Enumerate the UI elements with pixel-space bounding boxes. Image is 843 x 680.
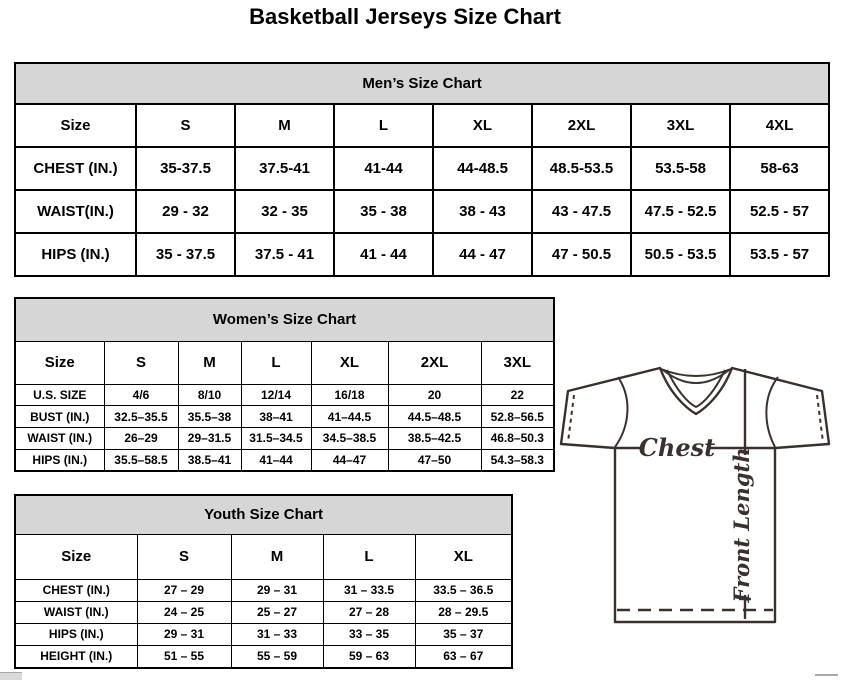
size-value-cell: 46.8–50.3: [481, 427, 554, 449]
column-header: 4XL: [730, 104, 829, 147]
size-value-cell: 31 – 33: [231, 623, 323, 645]
table-row: [15, 427, 554, 449]
chest-label: Chest: [638, 433, 716, 462]
size-value-cell: 29–31.5: [178, 427, 241, 449]
column-header: 3XL: [481, 341, 554, 384]
size-value-cell: 8/10: [178, 384, 241, 406]
size-value-cell: 32 - 35: [235, 190, 334, 233]
size-value-cell: 26–29: [104, 427, 178, 449]
column-header: XL: [415, 534, 512, 579]
column-header-row: [15, 104, 829, 147]
size-value-cell: 41–44: [241, 449, 311, 471]
table-title-row: [15, 63, 829, 104]
size-value-cell: 41 - 44: [334, 233, 433, 276]
size-value-cell: 55 – 59: [231, 646, 323, 668]
table-row: [15, 601, 512, 623]
size-value-cell: 58-63: [730, 147, 829, 190]
size-value-cell: 28 – 29.5: [415, 601, 512, 623]
size-value-cell: 31.5–34.5: [241, 427, 311, 449]
table-row: [15, 646, 512, 668]
column-header: 2XL: [388, 341, 481, 384]
size-value-cell: 38–41: [241, 406, 311, 428]
jersey-measurement-diagram: [556, 358, 843, 638]
column-header: Size: [15, 104, 136, 147]
size-value-cell: 47.5 - 52.5: [631, 190, 730, 233]
column-header: XL: [433, 104, 532, 147]
size-value-cell: 50.5 - 53.5: [631, 233, 730, 276]
size-value-cell: 38 - 43: [433, 190, 532, 233]
table-row: [15, 623, 512, 645]
column-header: M: [231, 534, 323, 579]
row-label: WAIST(IN.): [15, 190, 136, 233]
size-value-cell: 35.5–58.5: [104, 449, 178, 471]
row-label: HIPS (IN.): [15, 233, 136, 276]
size-value-cell: 38.5–41: [178, 449, 241, 471]
size-value-cell: 53.5-58: [631, 147, 730, 190]
size-value-cell: 34.5–38.5: [311, 427, 388, 449]
column-header: L: [323, 534, 415, 579]
table-title: Youth Size Chart: [15, 495, 512, 534]
row-label: HIPS (IN.): [15, 623, 137, 645]
size-value-cell: 27 – 28: [323, 601, 415, 623]
size-value-cell: 47 - 50.5: [532, 233, 631, 276]
size-value-cell: 51 – 55: [137, 646, 231, 668]
size-value-cell: 33.5 – 36.5: [415, 579, 512, 601]
page-title: Basketball Jerseys Size Chart: [249, 4, 561, 29]
size-value-cell: 35 - 37.5: [136, 233, 235, 276]
column-header: Size: [15, 341, 104, 384]
size-value-cell: 53.5 - 57: [730, 233, 829, 276]
row-label: BUST (IN.): [15, 406, 104, 428]
size-value-cell: 25 – 27: [231, 601, 323, 623]
column-header: S: [137, 534, 231, 579]
size-value-cell: 44-48.5: [433, 147, 532, 190]
row-label: HIPS (IN.): [15, 449, 104, 471]
table-row: [15, 384, 554, 406]
size-value-cell: 41-44: [334, 147, 433, 190]
table-row: [15, 579, 512, 601]
size-value-cell: 4/6: [104, 384, 178, 406]
size-value-cell: 48.5-53.5: [532, 147, 631, 190]
size-value-cell: 29 – 31: [137, 623, 231, 645]
table-row: [15, 190, 829, 233]
table-row: [15, 233, 829, 276]
size-value-cell: 24 – 25: [137, 601, 231, 623]
size-value-cell: 16/18: [311, 384, 388, 406]
size-value-cell: 35 – 37: [415, 623, 512, 645]
size-value-cell: 33 – 35: [323, 623, 415, 645]
size-value-cell: 44.5–48.5: [388, 406, 481, 428]
table-title: Women’s Size Chart: [15, 298, 554, 341]
column-header: 3XL: [631, 104, 730, 147]
column-header: M: [235, 104, 334, 147]
size-value-cell: 44 - 47: [433, 233, 532, 276]
mens-size-chart-table: [14, 62, 830, 277]
size-value-cell: 41–44.5: [311, 406, 388, 428]
table-row: [15, 449, 554, 471]
size-value-cell: 43 - 47.5: [532, 190, 631, 233]
column-header: M: [178, 341, 241, 384]
row-label: CHEST (IN.): [15, 579, 137, 601]
size-value-cell: 31 – 33.5: [323, 579, 415, 601]
size-value-cell: 52.5 - 57: [730, 190, 829, 233]
row-label: U.S. SIZE: [15, 384, 104, 406]
row-label: WAIST (IN.): [15, 601, 137, 623]
column-header: L: [241, 341, 311, 384]
column-header: Size: [15, 534, 137, 579]
size-value-cell: 22: [481, 384, 554, 406]
size-value-cell: 29 – 31: [231, 579, 323, 601]
column-header: 2XL: [532, 104, 631, 147]
size-value-cell: 59 – 63: [323, 646, 415, 668]
table-title-row: [15, 495, 512, 534]
size-value-cell: 12/14: [241, 384, 311, 406]
size-value-cell: 32.5–35.5: [104, 406, 178, 428]
size-value-cell: 35 - 38: [334, 190, 433, 233]
size-value-cell: 37.5 - 41: [235, 233, 334, 276]
row-label: HEIGHT (IN.): [15, 646, 137, 668]
column-header-row: [15, 534, 512, 579]
size-value-cell: 27 – 29: [137, 579, 231, 601]
size-value-cell: 29 - 32: [136, 190, 235, 233]
column-header: S: [136, 104, 235, 147]
womens-size-chart-table: [14, 297, 555, 472]
size-value-cell: 35-37.5: [136, 147, 235, 190]
row-label: WAIST (IN.): [15, 427, 104, 449]
size-value-cell: 63 – 67: [415, 646, 512, 668]
size-value-cell: 35.5–38: [178, 406, 241, 428]
table-row: [15, 147, 829, 190]
row-label: CHEST (IN.): [15, 147, 136, 190]
size-value-cell: 47–50: [388, 449, 481, 471]
table-title: Men’s Size Chart: [15, 63, 829, 104]
size-value-cell: 37.5-41: [235, 147, 334, 190]
table-title-row: [15, 298, 554, 341]
column-header-row: [15, 341, 554, 384]
size-value-cell: 38.5–42.5: [388, 427, 481, 449]
size-value-cell: 20: [388, 384, 481, 406]
scrollbar-fragment-right[interactable]: [815, 674, 838, 676]
table-row: [15, 406, 554, 428]
column-header: S: [104, 341, 178, 384]
column-header: XL: [311, 341, 388, 384]
size-value-cell: 44–47: [311, 449, 388, 471]
size-value-cell: 54.3–58.3: [481, 449, 554, 471]
size-value-cell: 52.8–56.5: [481, 406, 554, 428]
youth-size-chart-table: [14, 494, 513, 669]
column-header: L: [334, 104, 433, 147]
front-length-label: Front Length: [729, 447, 754, 603]
